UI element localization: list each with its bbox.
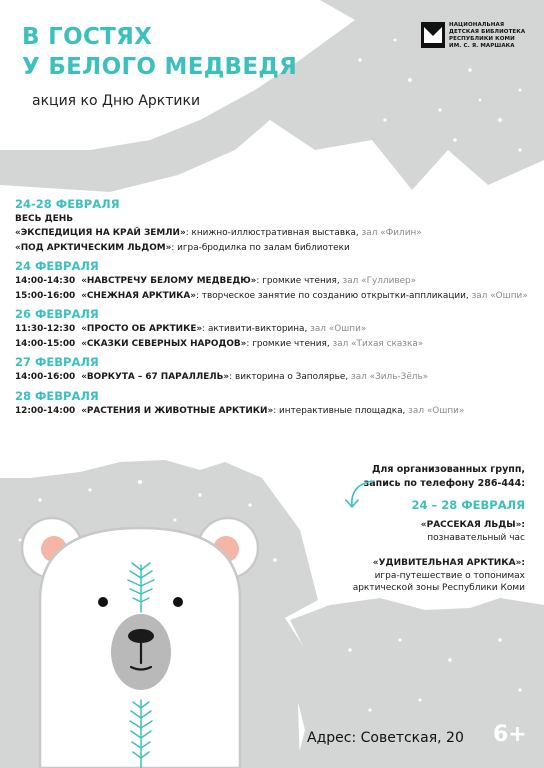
date-heading: 24-28 ФЕВРАЛЯ xyxy=(15,197,120,211)
polar-bear-illustration xyxy=(22,518,258,768)
date-heading: 27 ФЕВРАЛЯ xyxy=(15,355,99,369)
event-row: 12:00-14:00 «РАСТЕНИЯ И ЖИВОТНЫЕ АРКТИКИ»: интерактивные площадка, зал «Ошпи» xyxy=(15,405,465,416)
group-event-2: «УДИВИТЕЛЬНАЯ АРКТИКА»: игра-путешествие о топонимах арктической зоны Республики Коми xyxy=(352,558,525,593)
date-heading: 26 ФЕВРАЛЯ xyxy=(15,307,99,321)
group-date-heading: 24 – 28 ФЕВРАЛЯ xyxy=(411,498,525,512)
title-line-2: У БЕЛОГО МЕДВЕДЯ xyxy=(22,54,298,80)
event-row: «ПОД АРКТИЧЕСКИМ ЛЬДОМ»: игра-бродилка по залам библиотеки xyxy=(15,242,350,253)
group-booking-info: Для организованных групп, запись по телефону 286-444: xyxy=(363,464,525,489)
group-event-1: «РАССЕКАЯ ЛЬДЫ»: познавательный час xyxy=(420,520,525,543)
page-subtitle: акция ко Дню Арктики xyxy=(32,93,201,109)
event-schedule xyxy=(15,196,535,418)
age-rating-badge: 6+ xyxy=(493,722,527,747)
library-logo-icon xyxy=(421,22,445,48)
event-row: 11:30-12:30 «ПРОСТО ОБ АРКТИКЕ»: активити-викторина, зал «Ошпи» xyxy=(15,324,367,334)
date-heading: 28 ФЕВРАЛЯ xyxy=(15,388,99,403)
event-row: 14:00-16:00 «ВОРКУТА – 67 ПАРАЛЛЕЛЬ»: викторина о Заполярье, зал «Зиль-Зёль» xyxy=(15,372,429,382)
library-logo xyxy=(421,22,525,50)
event-row: «ЭКСПЕДИЦИЯ НА КРАЙ ЗЕМЛИ»: книжно-иллюстративная выставка, зал «Филин» xyxy=(15,228,422,238)
event-row: 14:00-14:30 «НАВСТРЕЧУ БЕЛОМУ МЕДВЕДЮ»: громкие чтения, зал «Гулливер» xyxy=(15,276,417,286)
date-heading: 24 ФЕВРАЛЯ xyxy=(15,259,99,273)
event-row: 14:00-15:00 «СКАЗКИ СЕВЕРНЫХ НАРОДОВ»: громкие чтения, зал «Тихая сказка» xyxy=(15,338,424,349)
curved-arrow-icon xyxy=(340,478,380,514)
all-day-label: ВЕСЬ ДЕНЬ xyxy=(15,214,74,224)
page-title xyxy=(22,22,297,82)
address: Адрес: Советская, 20 xyxy=(307,730,464,746)
event-row: 15:00-16:00 «СНЕЖНАЯ АРКТИКА»: творческое занятие по созданию открытки-аппликации, зал «Ошпи» xyxy=(15,290,528,301)
library-name: НАЦИОНАЛЬНАЯ ДЕТСКАЯ БИБЛИОТЕКА РЕСПУБЛИКИ КОМИ ИМ. С. Я. МАРШАКА xyxy=(449,22,526,49)
title-line-1: В ГОСТЯХ xyxy=(22,24,153,50)
